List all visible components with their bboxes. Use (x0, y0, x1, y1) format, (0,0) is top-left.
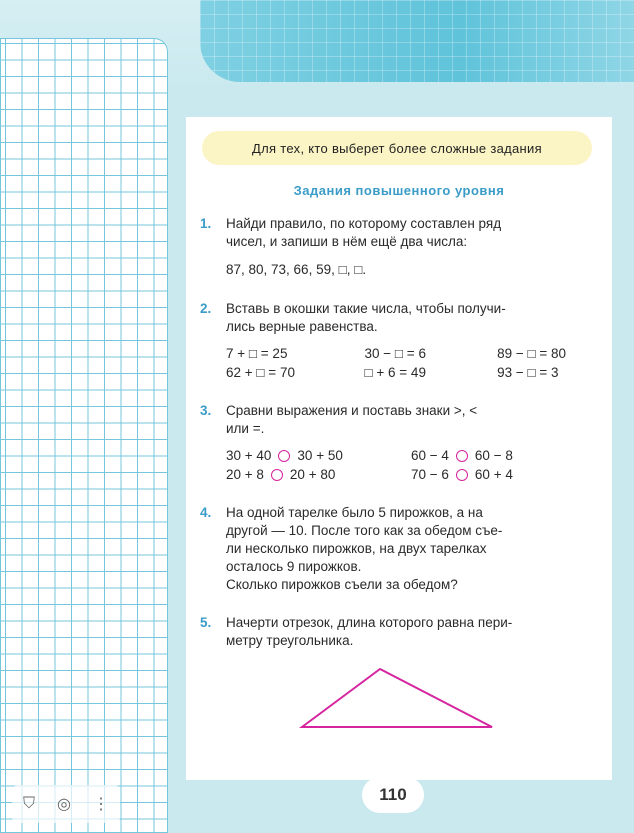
comparison-circle[interactable] (271, 469, 283, 481)
task-text-line: или =. (226, 421, 265, 436)
graph-paper-panel (0, 38, 168, 833)
section-title: Задания повышенного уровня (293, 183, 505, 198)
task-text-line: Вставь в окошки такие числа, чтобы получи- (226, 301, 506, 316)
expression: 20 + 80 (289, 467, 336, 482)
expression: 60 − 8 (474, 448, 513, 463)
expression: 20 + 8 (226, 467, 264, 482)
task-5 (200, 614, 596, 650)
task-text-line: другой — 10. После того как за обедом съе- (226, 523, 503, 538)
equation: 7 + □ = 25 (226, 346, 288, 361)
decorative-header-grid (200, 0, 634, 82)
decorative-header-shape (200, 0, 634, 82)
triangle-figure (296, 663, 496, 733)
more-icon[interactable]: ⋮ (92, 796, 109, 813)
task-text-line: метру треугольника. (226, 633, 354, 648)
bookmark-icon[interactable]: ⛉ (23, 795, 36, 812)
equation: 62 + □ = 70 (226, 365, 295, 380)
task-number: 1. (200, 216, 212, 231)
viewer-toolbar (12, 785, 120, 823)
number-sequence: 87, 80, 73, 66, 59, □, □. (226, 262, 367, 277)
task-text-line: Начерти отрезок, длина которого равна пери- (226, 615, 513, 630)
expression: 60 + 4 (474, 467, 513, 482)
equation-row (226, 363, 596, 382)
textbook-page (186, 117, 612, 780)
task-2 (200, 300, 596, 382)
task-text-line: ли несколько пирожков, на двух тарелках (226, 541, 487, 556)
equation: 30 − □ = 6 (364, 346, 426, 361)
task-4 (200, 504, 596, 594)
comparison-circle[interactable] (278, 450, 290, 462)
expression: 60 − 4 (411, 448, 449, 463)
task-text-line: Найди правило, по которому составлен ряд (226, 216, 502, 231)
comparison-row (226, 446, 596, 465)
task-3 (200, 402, 596, 484)
task-text-line: чисел, и запиши в нём ещё два числа: (226, 234, 468, 249)
expression: 70 − 6 (411, 467, 449, 482)
task-text-line: лись верные равенства. (226, 319, 378, 334)
task-text-line: На одной тарелке было 5 пирожков, а на (226, 505, 483, 520)
task-number: 3. (200, 403, 212, 418)
task-text-line: Сравни выражения и поставь знаки >, < (226, 403, 478, 418)
task-text-line: осталось 9 пирожков. (226, 559, 362, 574)
task-number: 5. (200, 615, 212, 630)
equation: 93 − □ = 3 (497, 365, 559, 380)
equation: 89 − □ = 80 (497, 346, 567, 361)
equation-row (226, 344, 596, 363)
equation: □ + 6 = 49 (364, 365, 426, 380)
triangle (302, 669, 492, 727)
comparison-row (226, 465, 596, 484)
banner (202, 131, 592, 165)
page-number: 110 (362, 777, 424, 813)
comparison-circle[interactable] (456, 450, 468, 462)
task-1 (200, 215, 596, 279)
expression: 30 + 40 (226, 448, 272, 463)
camera-icon[interactable]: ◎ (57, 796, 71, 813)
task-number: 2. (200, 301, 212, 316)
banner-text: Для тех, кто выберет более сложные задания (252, 140, 542, 156)
task-number: 4. (200, 505, 212, 520)
task-text-line: Сколько пирожков съели за обедом? (226, 577, 458, 592)
comparison-circle[interactable] (456, 469, 468, 481)
expression: 30 + 50 (297, 448, 343, 463)
